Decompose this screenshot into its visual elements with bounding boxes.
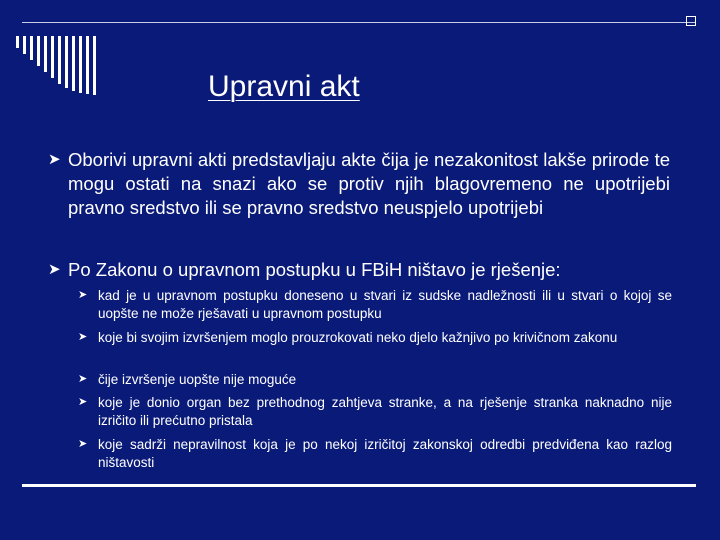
bullet-text: Oborivi upravni akti predstavljaju akte čija je nezakonitost lakše prirode te mogu ostati na snazi ako se protiv njih blagovremeno ne upotrijebi pravno sredstvo ili se pravno sredstvo neuspjelo upotrijebi — [68, 149, 670, 218]
sub-bullet-text: koje bi svojim izvršenjem moglo prouzrokovati neko djelo kažnjivo po krivičnom zakonu — [98, 330, 618, 345]
sub-bullet-text: kad je u upravnom postupku doneseno u stvari iz sudske nadležnosti ili u stvari o kojoj se uopšte ne može rješavati u upravnom postupku — [98, 288, 672, 321]
arrow-bullet-icon: ➤ — [78, 289, 88, 301]
sub-bullet-text: koje sadrži nepravilnost koja je po nekoj izričitoj zakonskoj odredbi predviđena kao razlog ništavosti — [98, 437, 672, 470]
arrow-bullet-icon: ➤ — [48, 151, 61, 168]
sub-bullet-item — [78, 329, 672, 347]
sub-bullet-item — [78, 371, 672, 389]
bullet-text: Po Zakonu o upravnom postupku u FBiH ništavo je rješenje: — [68, 259, 561, 280]
bottom-divider-line — [22, 484, 696, 487]
corner-square-icon — [686, 16, 696, 26]
sub-bullet-item — [78, 287, 672, 322]
arrow-bullet-icon: ➤ — [48, 261, 61, 278]
sub-bullet-text: koje je donio organ bez prethodnog zahtjeva stranke, a na rješenje stranka naknadno nije izričito ili prećutno pristala — [98, 395, 672, 428]
arrow-bullet-icon: ➤ — [78, 438, 88, 450]
arrow-bullet-icon: ➤ — [78, 396, 88, 408]
bullet-item — [48, 258, 670, 282]
arrow-bullet-icon: ➤ — [78, 331, 88, 343]
bullet-item — [48, 148, 670, 220]
sub-bullet-text: čije izvršenje uopšte nije moguće — [98, 372, 297, 387]
sub-bullet-item — [78, 394, 672, 429]
arrow-bullet-icon: ➤ — [78, 373, 88, 385]
stripe-comb-decoration — [16, 36, 106, 96]
sub-bullet-item — [78, 436, 672, 471]
top-divider-line — [22, 22, 696, 23]
slide-title: Upravni akt — [208, 70, 360, 103]
